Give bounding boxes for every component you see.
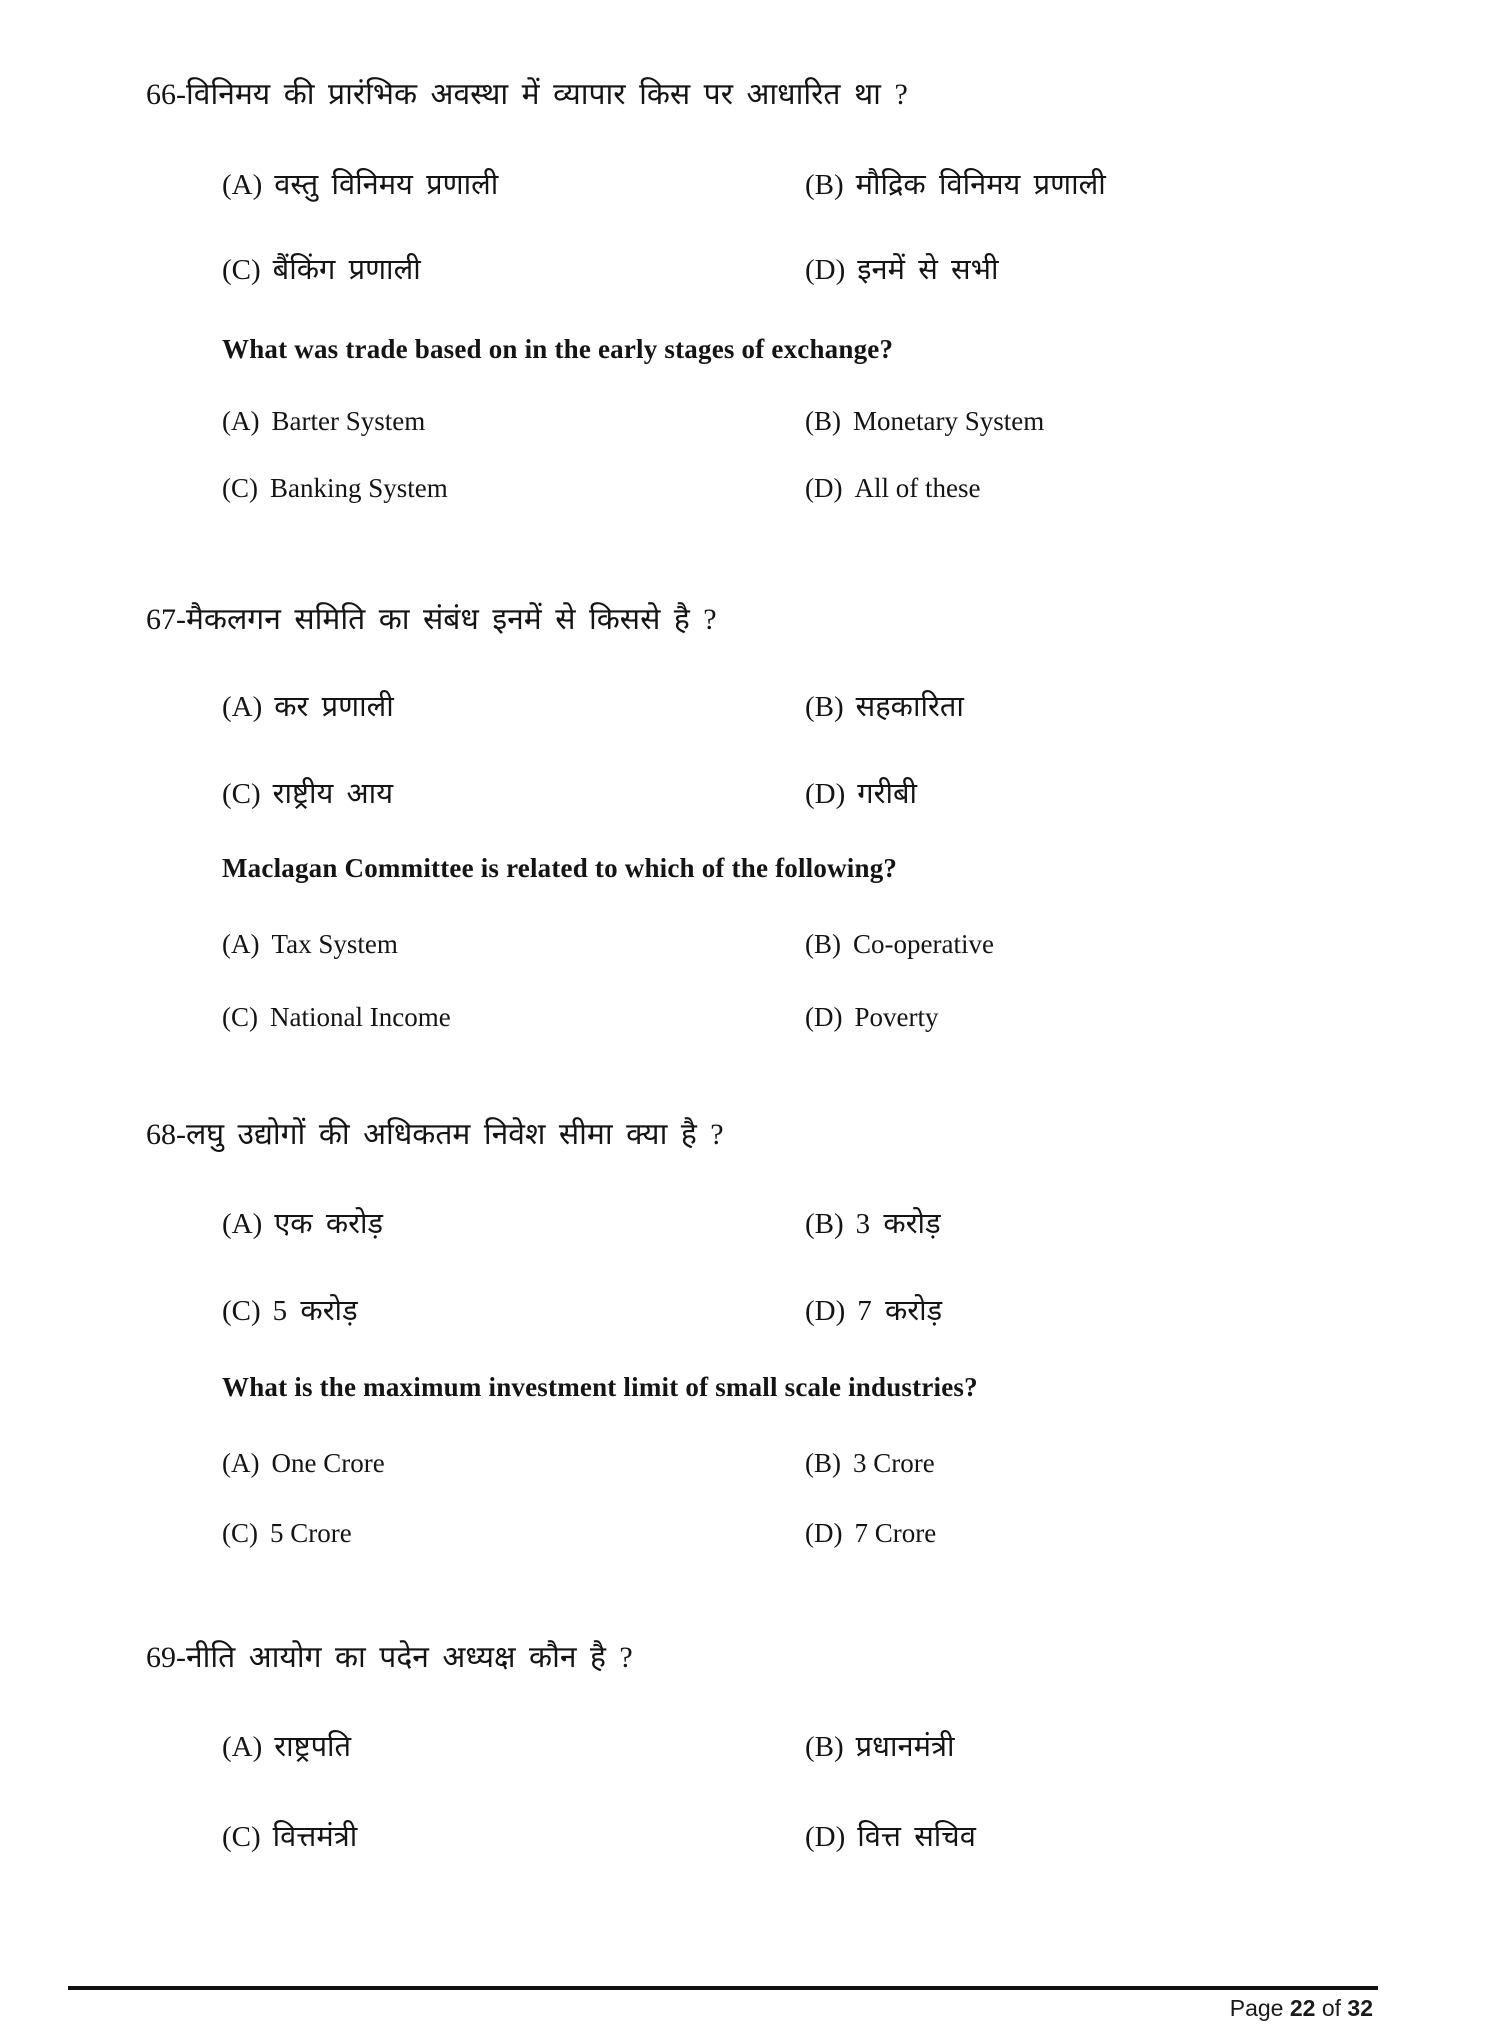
- option-text: 5 करोड़: [272, 1295, 358, 1327]
- question-68-english-option-b: [805, 1448, 935, 1479]
- question-69-hindi-option-d: [805, 1816, 976, 1855]
- question-66-english-option-a: [222, 406, 425, 437]
- option-text: 5 Crore: [270, 1518, 352, 1548]
- option-text: All of these: [854, 473, 981, 503]
- of-label: of: [1321, 1995, 1342, 2021]
- option-label: (B): [805, 406, 841, 436]
- option-label: (D): [805, 1295, 846, 1327]
- question-67-english-option-a: [222, 929, 398, 960]
- option-label: (C): [222, 1002, 258, 1032]
- option-label: (B): [805, 929, 841, 959]
- total-page-number: 32: [1347, 1995, 1373, 2021]
- option-label: (A): [222, 1208, 263, 1240]
- option-text: Monetary System: [853, 406, 1045, 436]
- footer-divider: [68, 1986, 1378, 1990]
- current-page-number: 22: [1289, 1995, 1316, 2021]
- option-label: (D): [805, 254, 846, 286]
- question-67-hindi-option-c: [222, 773, 393, 812]
- question-66-english-text: What was trade based on in the early stages of exchange?: [222, 334, 894, 364]
- question-66-hindi-option-c: [222, 249, 421, 288]
- question-67-hindi-text: 67-मैकलगन समिति का संबंध इनमें से किससे है ?: [146, 603, 717, 636]
- option-text: National Income: [270, 1002, 451, 1032]
- question-66-english-option-c: [222, 473, 448, 504]
- question-67-hindi-option-b: [805, 686, 964, 725]
- question-68-hindi-option-b: [805, 1203, 941, 1242]
- option-label: (B): [805, 1448, 841, 1478]
- page-indicator: [1230, 1995, 1373, 2022]
- question-66-hindi-text: 66-विनिमय की प्रारंभिक अवस्था में व्यापार किस पर आधारित था ?: [146, 78, 908, 111]
- option-label: (A): [222, 1731, 263, 1763]
- question-68-hindi-option-a: [222, 1203, 383, 1242]
- option-text: 3 Crore: [853, 1448, 935, 1478]
- question-68-english-option-c: [222, 1518, 352, 1549]
- question-68-english-option-a: [222, 1448, 385, 1479]
- option-label: (C): [222, 1518, 258, 1548]
- option-text: One Crore: [271, 1448, 385, 1478]
- option-text: मौद्रिक विनिमय प्रणाली: [855, 169, 1106, 201]
- option-text: सहकारिता: [855, 691, 964, 723]
- option-label: (D): [805, 778, 846, 810]
- option-label: (B): [805, 1731, 844, 1763]
- option-text: वित्तमंत्री: [272, 1821, 358, 1853]
- option-label: (A): [222, 406, 260, 436]
- question-68-hindi-option-d: [805, 1290, 942, 1329]
- question-66-english-option-b: [805, 406, 1044, 437]
- option-text: राष्ट्रपति: [274, 1731, 352, 1763]
- option-label: (B): [805, 169, 844, 201]
- question-69-hindi-option-b: [805, 1726, 954, 1765]
- option-label: (A): [222, 1448, 260, 1478]
- page-label: Page: [1229, 1995, 1284, 2021]
- question-67-english-option-b: [805, 929, 994, 960]
- option-label: (A): [222, 169, 263, 201]
- option-text: 7 Crore: [854, 1518, 937, 1548]
- option-text: Poverty: [854, 1002, 939, 1032]
- question-66-hindi-option-b: [805, 164, 1106, 203]
- option-text: वित्त सचिव: [857, 1821, 976, 1853]
- question-67-english-option-d: [805, 1002, 938, 1033]
- option-text: इनमें से सभी: [857, 254, 999, 286]
- option-text: Banking System: [270, 473, 448, 503]
- option-label: (D): [805, 1518, 843, 1548]
- option-text: Barter System: [271, 406, 426, 436]
- question-68-english-option-d: [805, 1518, 936, 1549]
- question-67-hindi-option-a: [222, 686, 394, 725]
- option-text: वस्तु विनिमय प्रणाली: [274, 169, 499, 201]
- question-67-english-text: Maclagan Committee is related to which of the following?: [222, 853, 898, 883]
- option-label: (D): [805, 1821, 846, 1853]
- option-label: (A): [222, 691, 263, 723]
- option-text: बैंकिंग प्रणाली: [272, 254, 421, 286]
- option-text: 7 करोड़: [857, 1295, 943, 1327]
- question-66-hindi-option-d: [805, 249, 999, 288]
- question-68-hindi-text: 68-लघु उद्योगों की अधिकतम निवेश सीमा क्या है ?: [146, 1118, 724, 1151]
- option-text: गरीबी: [857, 778, 918, 810]
- question-67-hindi-option-d: [805, 773, 917, 812]
- question-66-hindi-option-a: [222, 164, 498, 203]
- question-68-english-text: What is the maximum investment limit of small scale industries?: [222, 1372, 978, 1402]
- option-text: प्रधानमंत्री: [855, 1731, 955, 1763]
- option-text: एक करोड़: [274, 1208, 383, 1240]
- option-text: 3 करोड़: [855, 1208, 941, 1240]
- option-label: (C): [222, 1295, 261, 1327]
- question-69-hindi-option-c: [222, 1816, 357, 1855]
- option-text: राष्ट्रीय आय: [272, 778, 394, 810]
- option-text: Tax System: [271, 929, 398, 959]
- option-text: Co-operative: [853, 929, 994, 959]
- option-label: (B): [805, 691, 844, 723]
- question-69-hindi-option-a: [222, 1726, 351, 1765]
- option-label: (C): [222, 254, 261, 286]
- option-label: (C): [222, 473, 258, 503]
- option-label: (B): [805, 1208, 844, 1240]
- question-68-hindi-option-c: [222, 1290, 358, 1329]
- option-label: (D): [805, 473, 843, 503]
- option-label: (C): [222, 1821, 261, 1853]
- option-label: (A): [222, 929, 260, 959]
- question-67-english-option-c: [222, 1002, 451, 1033]
- option-label: (D): [805, 1002, 843, 1032]
- question-66-english-option-d: [805, 473, 980, 504]
- option-text: कर प्रणाली: [274, 691, 394, 723]
- question-69-hindi-text: 69-नीति आयोग का पदेन अध्यक्ष कौन है ?: [146, 1641, 633, 1674]
- option-label: (C): [222, 778, 261, 810]
